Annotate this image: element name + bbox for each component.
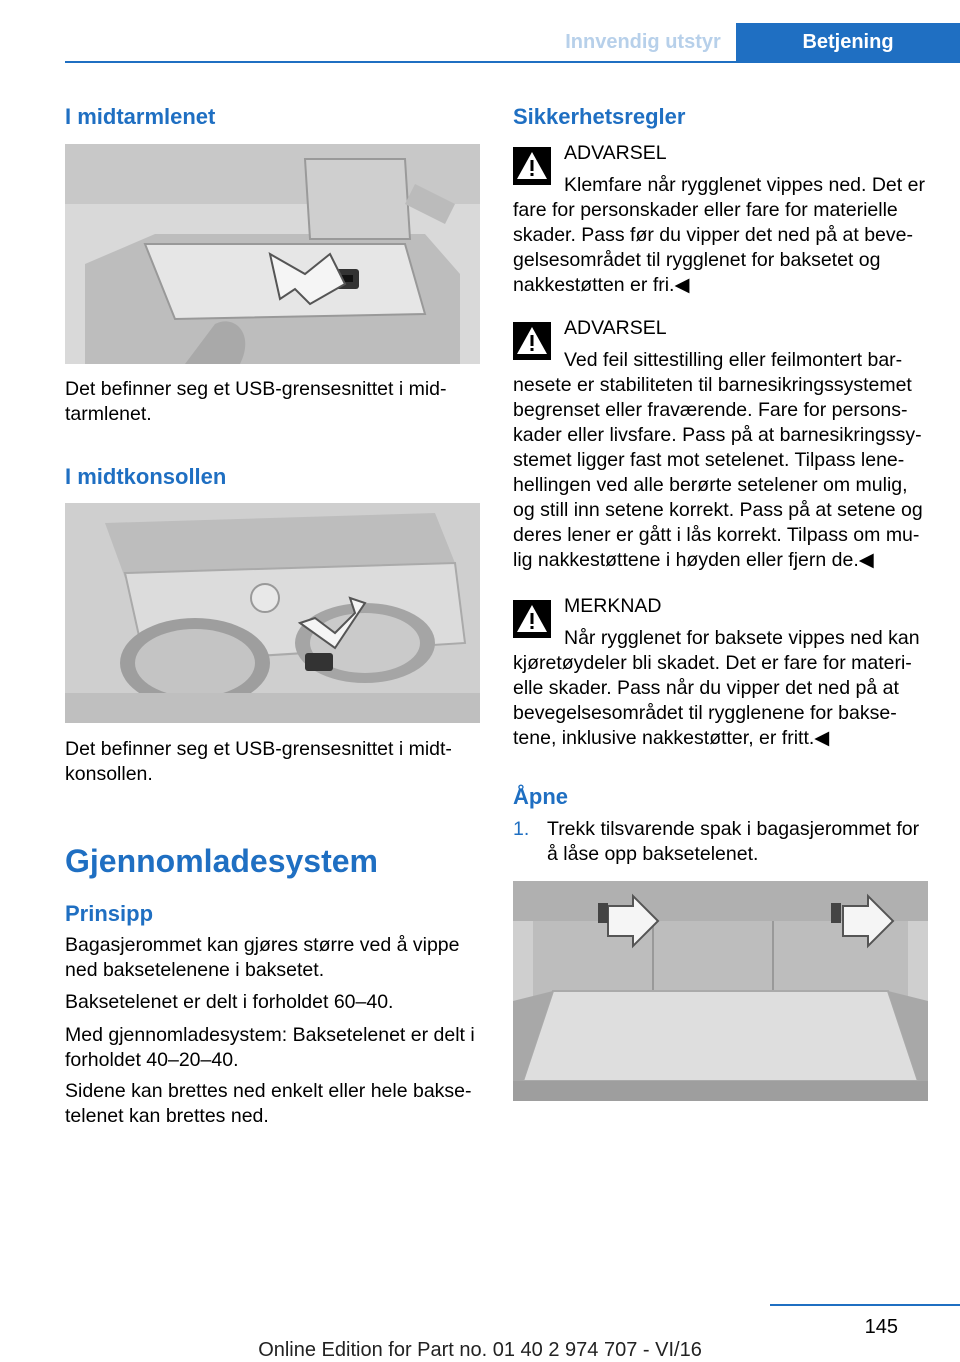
heading-open: Åpne — [513, 784, 568, 809]
photo-trunk — [513, 881, 928, 1101]
warning-block-1 — [513, 141, 928, 298]
photo-armrest — [65, 144, 480, 364]
warning-1-title: ADVARSEL — [564, 142, 667, 164]
warning-2-text: Ved feil sittestilling eller feilmontert bar-nesete er stabiliteten til barnesikringssystemet begrenset eller fraværende. Fare for persons-kader eller livsfare. Pass på at barnesikringssy-stemet ligger fast mot setelenet. Tilpass lene-hellingen ved alle berørte setelener om mulig, og still inn setene korrekt. Pass på at setene og deres lener er gått i lås korrekt. Tilpass om mu-lig nakkestøttene i høyden eller fjern de.◀ — [513, 349, 923, 571]
para-1: Bagasjerommet kan gjøres større ved å vippe ned baksetelenene i baksetet. — [65, 934, 460, 981]
note-block — [513, 594, 928, 751]
warning-icon — [513, 322, 551, 360]
note-title: MERKNAD — [564, 595, 662, 617]
header-tabs — [550, 23, 960, 61]
page-number: 145 — [864, 1316, 898, 1338]
heading-principle: Prinsipp — [65, 901, 154, 926]
para-3: Med gjennomladesystem: Baksetelenet er delt i forholdet 40–20–40. — [65, 1024, 475, 1071]
footer-edition: Online Edition for Part no. 01 40 2 974 707 - VI/16 — [258, 1339, 702, 1361]
text-console: Det befinner seg et USB-grensesnittet i midt-konsollen. — [65, 738, 452, 785]
warning-block-2 — [513, 316, 928, 573]
para-2: Baksetelenet er delt i forholdet 60–40. — [65, 991, 394, 1013]
photo-console — [65, 503, 480, 723]
footer-divider — [770, 1304, 960, 1306]
step-1 — [513, 817, 928, 867]
tab-current[interactable]: Betjening — [736, 23, 960, 61]
warning-1-text: Klemfare når rygglenet vippes ned. Det er fare for personskader eller fare for materielle skader. Pass før du vipper det ned på at beve-gelsesområdet til rygglenet for baksetet og nakkestøtten er fri.◀ — [513, 174, 925, 296]
para-4: Sidene kan brettes ned enkelt eller hele bakse-telenet kan brettes ned. — [65, 1080, 472, 1127]
header-divider — [65, 61, 960, 63]
warning-2-title: ADVARSEL — [564, 317, 667, 339]
step-1-text: Trekk tilsvarende spak i bagasjerommet for å låse opp baksetelenet. — [547, 818, 920, 865]
step-1-number: 1. — [513, 818, 530, 840]
text-armrest: Det befinner seg et USB-grensesnittet i mid-tarmlenet. — [65, 378, 447, 425]
heading-armrest: I midtarmlenet — [65, 104, 216, 129]
heading-pass-through: Gjennomladesystem — [65, 843, 378, 879]
warning-icon — [513, 147, 551, 185]
warning-icon — [513, 600, 551, 638]
note-text: Når rygglenet for baksete vippes ned kan kjøretøydeler bli skadet. Det er fare for materi-elle skader. Pass når du vipper det ned på at bevegelsesområdet til rygglenene for bakse-tene, inklusive nakkestøtter, er fritt.◀ — [513, 627, 920, 749]
heading-console: I midtkonsollen — [65, 464, 227, 489]
tab-section[interactable]: Innvendig utstyr — [550, 23, 736, 61]
heading-safety: Sikkerhetsregler — [513, 104, 686, 129]
